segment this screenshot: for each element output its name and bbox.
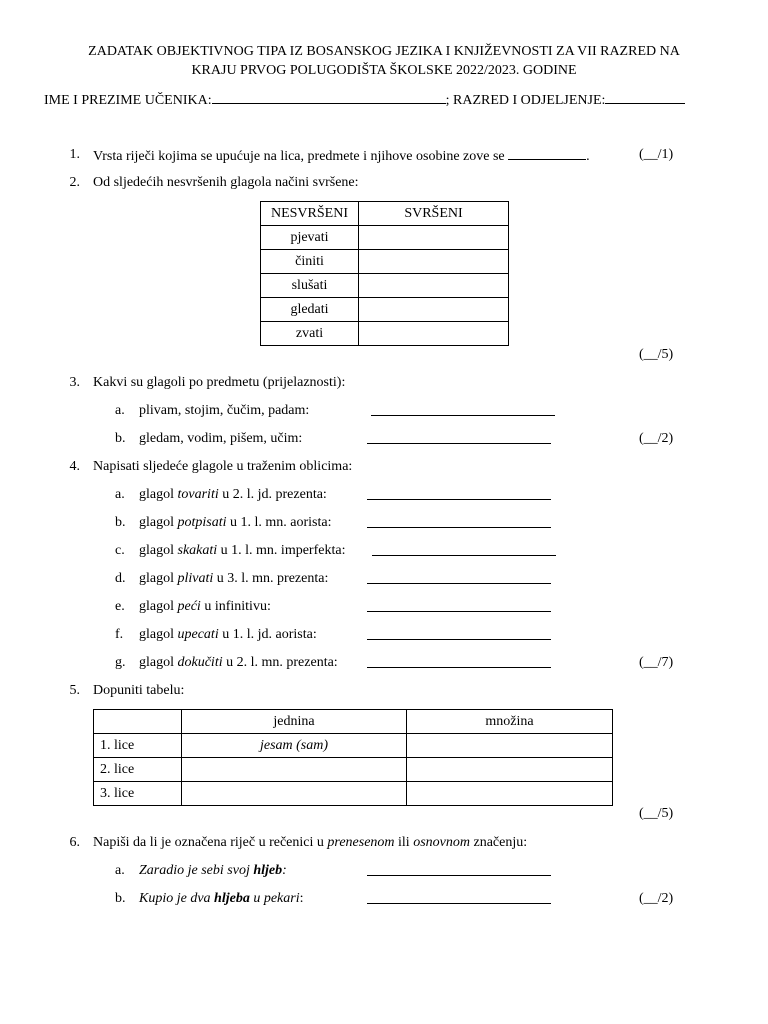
conjugation-table (93, 709, 613, 806)
answer-blank[interactable] (367, 891, 551, 904)
verb: skakati (177, 543, 218, 558)
score-box: (__/7) (639, 655, 674, 670)
score-box: (__/2) (639, 891, 674, 906)
score-box: (__/5) (639, 347, 674, 362)
verb: upecati (177, 627, 219, 642)
table-cell: gledati (261, 298, 359, 322)
class-blank[interactable] (605, 91, 685, 104)
sub-item-letter: e. (115, 599, 125, 614)
question-2-text: Od sljedećih nesvršenih glagola načini svršene: (93, 175, 359, 190)
answer-blank[interactable] (367, 599, 551, 612)
question-5-text: Dopuniti tabelu: (93, 683, 185, 698)
sentence-b: Kupio je dva hljeba u pekari: (139, 891, 304, 906)
table-cell: slušati (261, 274, 359, 298)
table-cell-person: 3. lice (94, 782, 182, 806)
marked-word: hljeb (253, 863, 283, 878)
question-number: 5. (69, 683, 80, 698)
name-label: IME I PREZIME UČENIKA: (44, 93, 212, 108)
title-line-1: ZADATAK OBJEKTIVNOG TIPA IZ BOSANSKOG JEZIKA I KNJIŽEVNOSTI ZA VII RAZRED NA (88, 44, 680, 59)
table-cell-person: 2. lice (94, 758, 182, 782)
score-box: (__/5) (639, 806, 674, 821)
sub-item-text: glagol skakati u 1. l. mn. imperfekta: (139, 543, 346, 558)
sub-item-letter: d. (115, 571, 126, 586)
answer-cell[interactable] (359, 226, 509, 250)
table-cell: činiti (261, 250, 359, 274)
score-box: (__/2) (639, 431, 674, 446)
answer-cell[interactable] (182, 782, 407, 806)
table-cell-person: 1. lice (94, 734, 182, 758)
sub-item-text: glagol peći u infinitivu: (139, 599, 271, 614)
sub-item-text: glagol potpisati u 1. l. mn. aorista: (139, 515, 332, 530)
verb: tovariti (177, 487, 219, 502)
sub-item-letter: f. (115, 627, 124, 642)
verb: potpisati (177, 515, 227, 530)
answer-blank[interactable] (367, 515, 551, 528)
answer-cell[interactable] (359, 322, 509, 346)
title-line-2: KRAJU PRVOG POLUGODIŠTA ŠKOLSKE 2022/2023. GODINE (191, 63, 577, 78)
table-header: jednina (182, 710, 407, 734)
verb: peći (177, 599, 201, 614)
answer-blank[interactable] (367, 863, 551, 876)
table-cell-singular: jesam (sam) (182, 734, 407, 758)
answer-blank[interactable] (367, 571, 551, 584)
answer-blank[interactable] (367, 431, 551, 444)
score-box: (__/1) (639, 147, 674, 162)
question-1-text: Vrsta riječi kojima se upućuje na lica, predmete i njihove osobine zove se . (93, 149, 590, 164)
answer-blank[interactable] (371, 403, 555, 416)
table-header: SVRŠENI (359, 202, 509, 226)
question-number: 6. (69, 835, 80, 850)
answer-cell[interactable] (359, 274, 509, 298)
question-number: 3. (69, 375, 80, 390)
question-number: 4. (69, 459, 80, 474)
table-header: NESVRŠENI (261, 202, 359, 226)
sentence-a: Zaradio je sebi svoj hljeb: (139, 863, 287, 878)
answer-cell[interactable] (359, 250, 509, 274)
answer-blank[interactable] (508, 147, 586, 160)
marked-word: hljeba (214, 891, 250, 906)
answer-cell[interactable] (359, 298, 509, 322)
sub-item-letter: c. (115, 543, 125, 558)
answer-cell[interactable] (407, 734, 613, 758)
sub-item-text: glagol upecati u 1. l. jd. aorista: (139, 627, 317, 642)
question-number: 2. (69, 175, 80, 190)
sub-item-letter: a. (115, 863, 125, 878)
sub-item-letter: b. (115, 431, 126, 446)
verb: plivati (177, 571, 214, 586)
student-info-line (44, 91, 685, 109)
sub-item-letter: b. (115, 515, 126, 530)
question-3-text: Kakvi su glagoli po predmetu (prijelaznosti): (93, 375, 346, 390)
answer-cell[interactable] (182, 758, 407, 782)
sub-item-text: glagol dokučiti u 2. l. mn. prezenta: (139, 655, 338, 670)
answer-blank[interactable] (367, 487, 551, 500)
table-corner (94, 710, 182, 734)
verb-aspect-table (260, 201, 509, 346)
sub-item-letter: g. (115, 655, 126, 670)
question-number: 1. (69, 147, 80, 162)
sub-item-text: glagol tovariti u 2. l. jd. prezenta: (139, 487, 327, 502)
sub-item-text: plivam, stojim, čučim, padam: (139, 403, 310, 418)
answer-cell[interactable] (407, 758, 613, 782)
sub-item-letter: a. (115, 403, 125, 418)
table-cell: pjevati (261, 226, 359, 250)
question-6-text: Napiši da li je označena riječ u rečenici u prenesenom ili osnovnom značenju: (93, 835, 528, 850)
answer-blank[interactable] (367, 655, 551, 668)
question-4-text: Napisati sljedeće glagole u traženim oblicima: (93, 459, 353, 474)
table-header: množina (407, 710, 613, 734)
answer-cell[interactable] (407, 782, 613, 806)
sub-item-letter: b. (115, 891, 126, 906)
sub-item-text: glagol plivati u 3. l. mn. prezenta: (139, 571, 329, 586)
sub-item-letter: a. (115, 487, 125, 502)
name-blank[interactable] (212, 91, 446, 104)
verb: dokučiti (177, 655, 223, 670)
answer-blank[interactable] (367, 627, 551, 640)
sub-item-text: gledam, vodim, pišem, učim: (139, 431, 303, 446)
answer-blank[interactable] (372, 543, 556, 556)
class-label: ; RAZRED I ODJELJENJE: (445, 93, 606, 108)
table-cell: zvati (261, 322, 359, 346)
